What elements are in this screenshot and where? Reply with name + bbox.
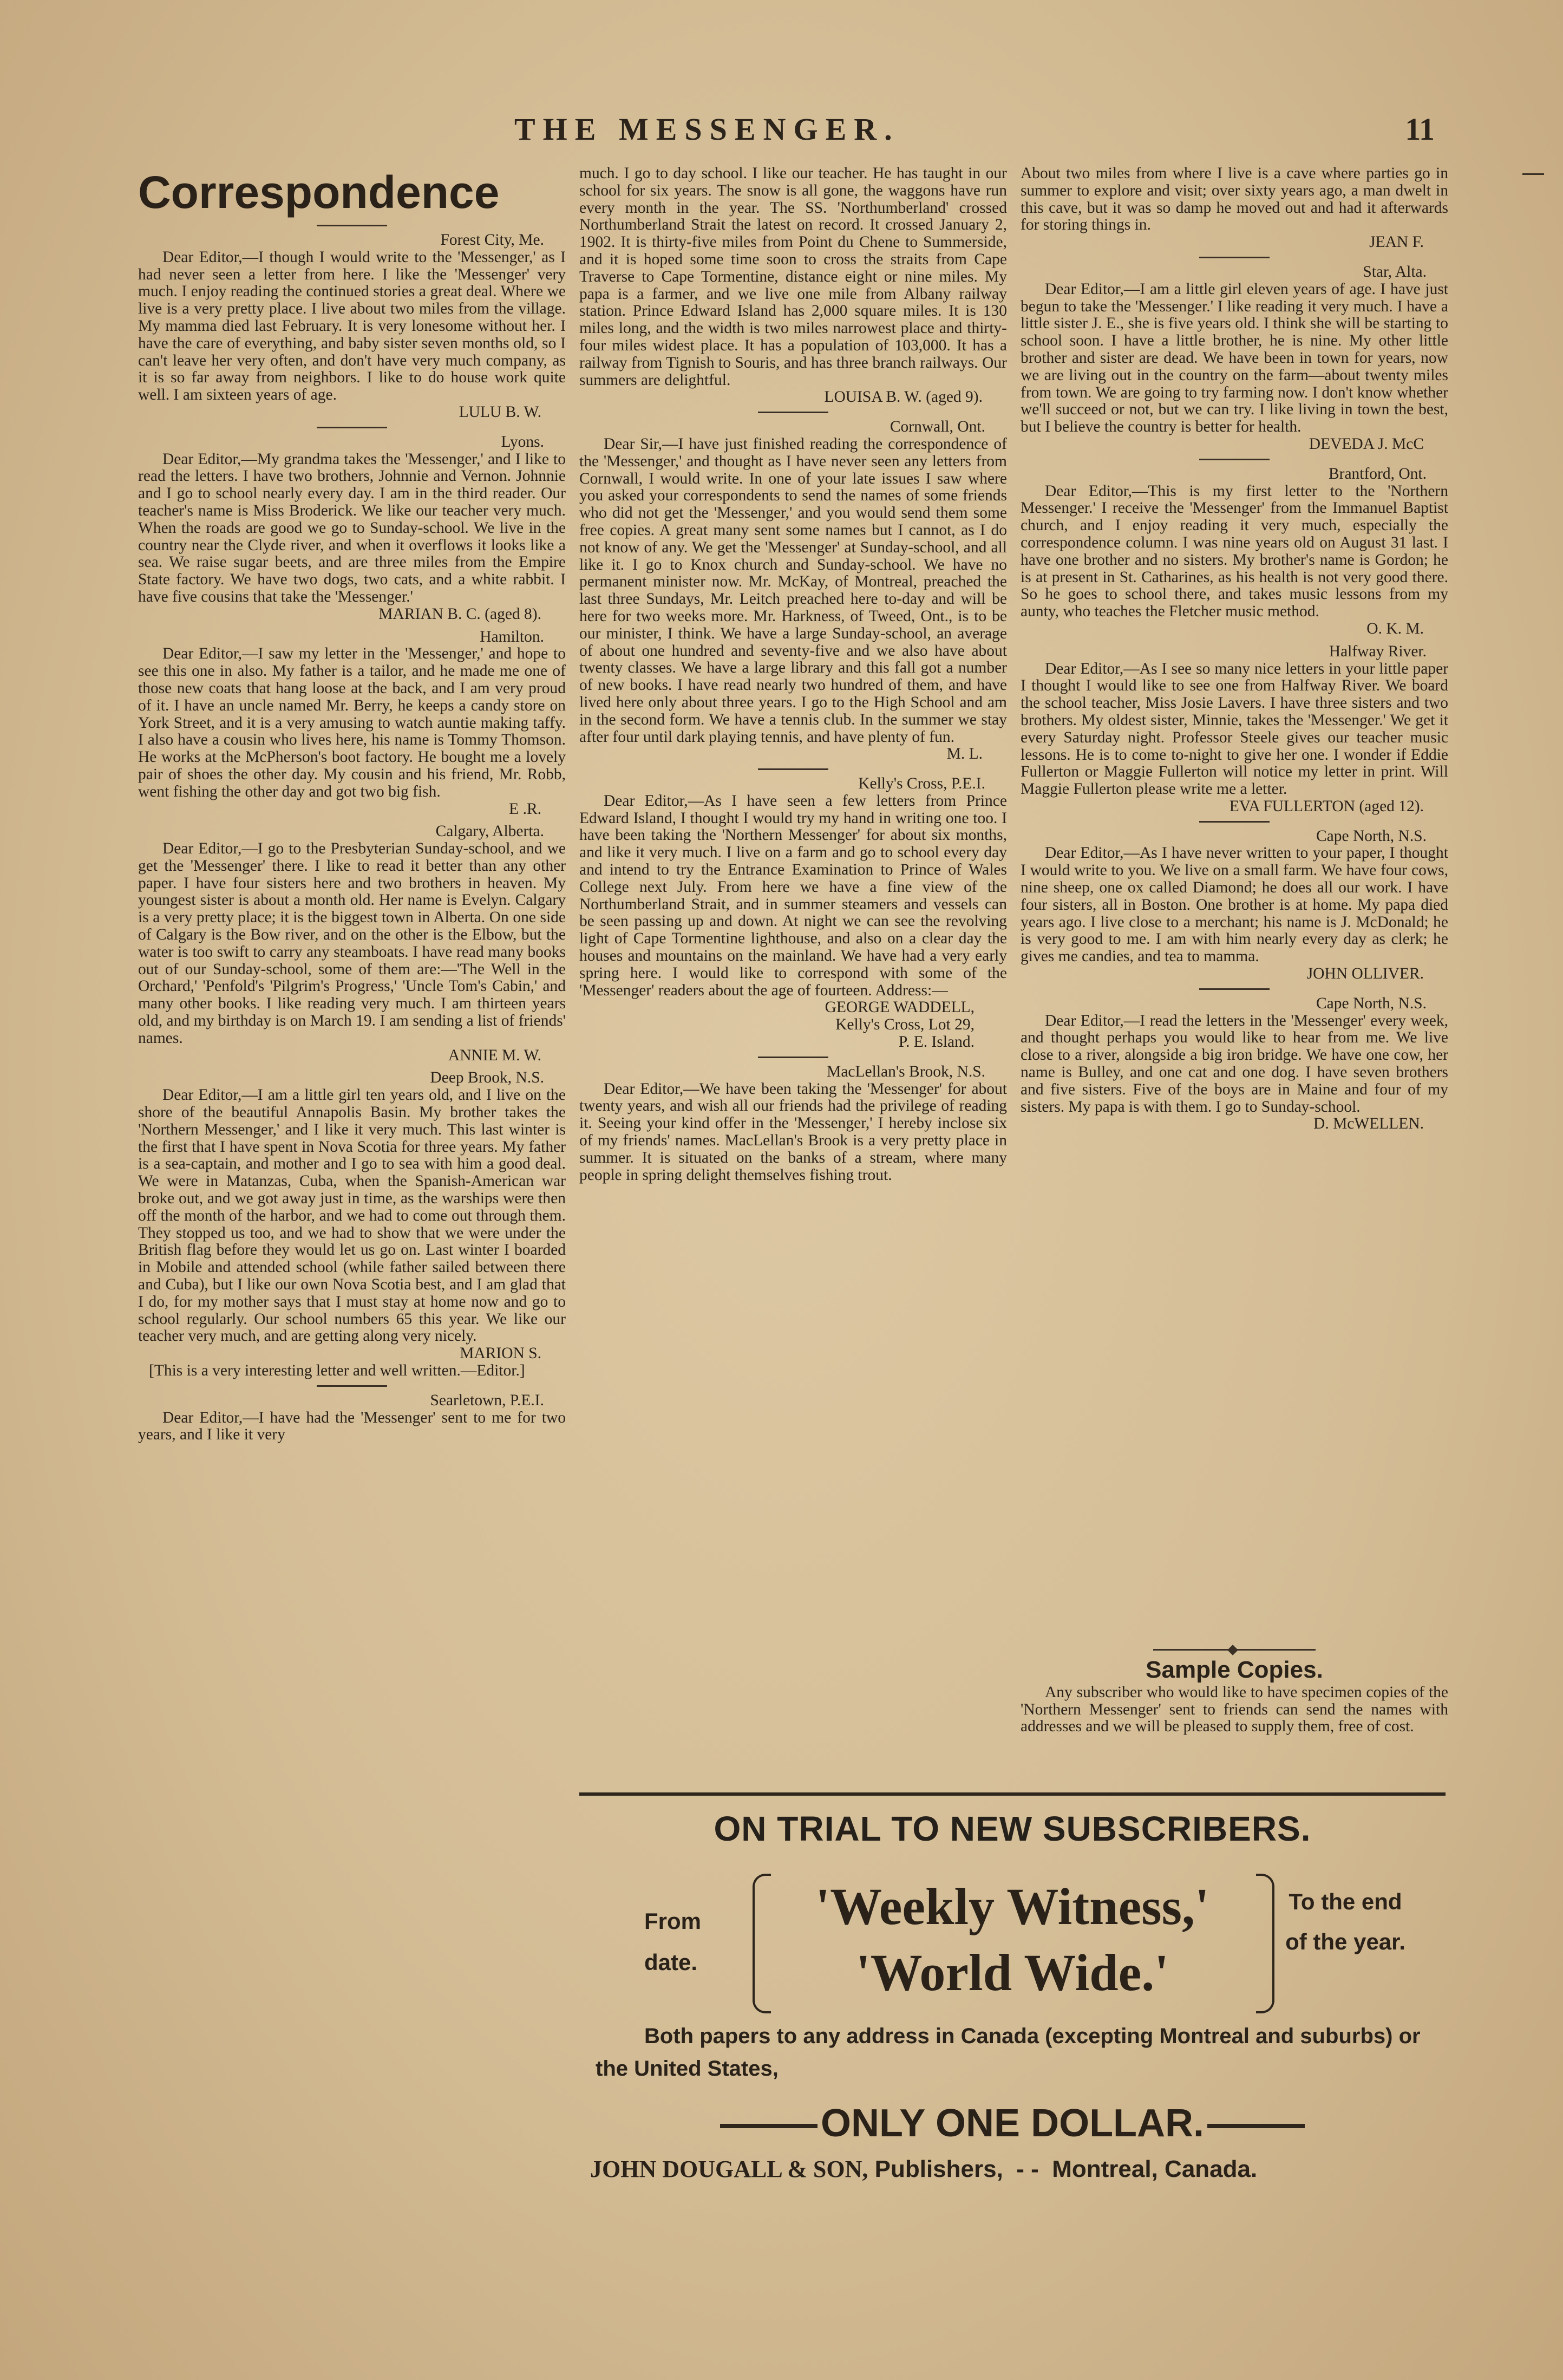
address-line: GEORGE WADDELL, <box>825 999 975 1016</box>
letter-signature: LULU B. W. <box>459 403 541 421</box>
publisher-separator: - - <box>1016 2156 1039 2182</box>
letter <box>1021 995 1448 1133</box>
publisher-location: Montreal, Canada. <box>1052 2156 1258 2182</box>
letter <box>1021 643 1448 816</box>
letter <box>1021 264 1448 453</box>
letter-place: Calgary, Alberta. <box>435 823 544 840</box>
letter-signature: LOUISA B. W. (aged 9). <box>824 388 983 406</box>
divider <box>317 225 387 226</box>
letter <box>138 1392 566 1444</box>
column-1 <box>138 165 566 2190</box>
publisher-suffix: Publishers, <box>874 2156 1003 2182</box>
divider <box>758 1057 828 1058</box>
letter-signature: O. K. M. <box>1366 620 1424 637</box>
letter-body: Dear Editor,—I am a little girl ten years old, and I live on the shore of the beautiful Annapolis Basin. My brother takes the 'Northern Messenger,' and I like it very much. This last winter is the first that I have spent in Nova Scotia for three years. My father is a sea-captain, and mother and I go to sea with him a good deal. We were in Matanzas, Cuba, when the Spanish-American war broke out, and we got away just in time, as the warships were then off the month of the harbor, and we had to come out through them. They stopped us too, and we had to show that we were under the British flag before they would let us go on. Last winter I boarded in Mobile and attended school (while father sailed between there and Cuba), but I like our own Nova Scotia best, and I am glad that I do, for my mother says that I must stay at home now and go to school regularly. Our school numbers 65 this year. We like our teacher very much, and are getting along very nicely. <box>138 1086 566 1345</box>
divider <box>1199 257 1270 258</box>
letter-place: Brantford, Ont. <box>1328 465 1427 482</box>
letter-place: Lyons. <box>501 433 544 451</box>
letter-signature: JEAN F. <box>1369 233 1424 251</box>
letter-body: Dear Editor,—As I see so many nice letters in your little paper I thought I would like to see one from Halfway River. We board the school teacher, Miss Josie Lavers. I have three sisters and two brothers. My oldest sister, Minnie, takes the 'Messenger.' We get it every Saturday night. Professor Steele gives our teacher music lessons. He is to come to-night to give her one. I wonder if Eddie Fullerton or Maggie Fullerton will notice my letter in print. Will Maggie Fullerton please write me a letter. <box>1021 660 1448 798</box>
letter-place: Forest City, Me. <box>440 231 544 249</box>
subscription-advertisement <box>579 1792 1446 2199</box>
decorative-dash <box>720 2124 818 2128</box>
ad-price: ONLY ONE DOLLAR. <box>820 2102 1205 2145</box>
bracket-left <box>753 1874 771 2013</box>
publisher-name: JOHN DOUGALL & SON, <box>590 2156 868 2182</box>
letter-body: Dear Editor,—I though I would write to the 'Messenger,' as I had never seen a letter from here. I like the 'Messenger' very much. I enjoy reading the continued stories a great deal. Where we live is a very pretty place. I live about two miles from the village. My mamma died last February. It is very lonesome without her. I have the care of everything, and baby sister seven months old, so I can't leave her very often, and don't have very much company, as it is so far away from neighbors. I like to do house work quite well. I am sixteen years of age. <box>138 248 566 404</box>
letter-body: Dear Editor,—I saw my letter in the 'Messenger,' and hope to see this one in also. My father is a tailor, and he made me one of those new coats that hang loose at the back, and I am very proud of it. I have an uncle named Mr. Berry, he keeps a candy store on York Street, and it is a very amusing to watch auntie making taffy. I also have a cousin who lives here, his name is Tommy Thomson. He works at the McPherson's boot factory. He bought me a lovely pair of shoes the other day. My cousin and his friend, Mr. Robb, went fishing the other day and got two big fish. <box>138 645 566 800</box>
editor-note: [This is a very interesting letter and well written.—Editor.] <box>149 1362 525 1379</box>
sample-copies-notice <box>1021 1649 1448 1736</box>
letter-place: Kelly's Cross, P.E.I. <box>858 775 985 793</box>
letter-place: Cape North, N.S. <box>1316 827 1427 845</box>
address-line: Kelly's Cross, Lot 29, <box>835 1016 975 1034</box>
divider <box>1199 988 1270 990</box>
letter-place: Halfway River. <box>1329 642 1427 660</box>
letter-body: Dear Editor,—I am a little girl eleven years of age. I have just begun to take the 'Messenger.' I like reading it very much. I have a little sister J. E., she is five years old. I think she will be starting to school soon. I have a little brother, he is nine. My other little brother and sister are dead. We have been in town for years, now we are living out in the country on the farm—about twenty miles from town. We are going to try farming now. I don't know whether we'll succeed or not, but we can try. I like living in town the best, but I believe the country is better for health. <box>1021 280 1448 436</box>
letter <box>138 629 566 818</box>
letter-signature: D. McWELLEN. <box>1313 1115 1424 1133</box>
letter-body: Dear Editor,—I read the letters in the 'Messenger' every week, and thought perhaps you would like to hear from me. We live close to a river, alongside a big iron bridge. We have one cow, her name is Bulley, and one cat and one dog. I have seven brothers and five sisters. Five of the boys are in Maine and four of my sisters. My papa is with them. I go to Sunday-school. <box>1021 1012 1448 1116</box>
ad-publisher-line <box>590 2155 1446 2183</box>
letter-place: MacLellan's Brook, N.S. <box>827 1062 985 1080</box>
letter-signature: MARION S. <box>460 1345 541 1362</box>
letter <box>579 775 1007 1051</box>
divider <box>1199 459 1270 460</box>
running-title: THE MESSENGER. <box>514 112 900 147</box>
letter-body: Dear Editor,—We have been taking the 'Messenger' for about twenty years, and wish all our friends had the privilege of reading it. Seeing your kind offer in the 'Messenger,' I hereby inclose six of my friends' names. MacLellan's Brook is a very pretty place in summer. It is situated on the banks of a stream, where many people in spring delight themselves fishing trout. <box>579 1080 1007 1184</box>
divider <box>758 412 828 413</box>
letter-signature: JOHN OLLIVER. <box>1306 965 1424 983</box>
ornament-divider <box>1153 1649 1316 1651</box>
section-heading: Correspondence <box>138 167 500 218</box>
letter-body: About two miles from where I live is a cave where parties go in summer to explore and visit; over sixty years ago, a man dwelt in this cave, but it was so damp he moved out and had it afterwards for storing things in. <box>1021 165 1448 234</box>
divider <box>317 427 387 428</box>
ad-to-label: To the end of the year. <box>1285 1889 1405 1954</box>
letter-body: Dear Editor,—My grandma takes the 'Messenger,' and I like to read the letters. I have two brothers, Johnnie and Vernon. Johnnie and I go to school nearly every day. I am in the third reader. Our teacher's name is Miss Broderick. We like our teacher very much. When the roads are good we go to Sunday-school. We live in the country near the Clyde river, and when it overflows it looks like a sea. We raise sugar beets, and are three miles from the Empire State factory. We have two dogs, two cats, and a white rabbit. I have five cousins that take the 'Messenger.' <box>138 450 566 605</box>
ad-paper-titles <box>774 1874 1251 2006</box>
letter-place: Cornwall, Ont. <box>890 418 985 436</box>
letter-body: Dear Editor,—I have had the 'Messenger' sent to me for two years, and I like it very <box>138 1409 566 1444</box>
letter-body: Dear Sir,—I have just finished reading the correspondence of the 'Messenger,' and thought as I have never seen any letters from Cornwall, I would write. In one of your late issues I saw where you asked your correspondents to send the names of some friends who did not get the 'Messenger,' and you would send them some free copies. A great many sent some names but I cannot, as I do not know of any. We get the 'Messenger' at Sunday-school, and all like it. I go to Knox church and Sunday-school. We have no permanent minister now. Mr. McKay, of Montreal, preached the last three Sundays, Mr. Leitch preached here to-day and will be here for two weeks more. Mr. Harkness, of Tweed, Ont., is to be our minister, I think. We have a large Sunday-school, an average of about one hundred and seventy-five and we also have about twenty classes. We have a large library and this fall got a number of new books. I have read nearly two hundred of them, and have lived here only about three years. I go to the High School and am in the second form. We have a tennis club. In the summer we stay after four until dark playing tennis, and have plenty of fun. <box>579 435 1007 746</box>
letter <box>579 165 1007 406</box>
page-number: 11 <box>1405 112 1435 147</box>
letter-place: Cape North, N.S. <box>1316 994 1427 1012</box>
sample-copies-body: Any subscriber who would like to have specimen copies of the 'Northern Messenger' sent to friends can send the names with addresses and we will be pleased to supply them, free of cost. <box>1021 1683 1448 1736</box>
page-header <box>135 111 1435 149</box>
ad-from-label: From date. <box>644 1908 701 1975</box>
margin-mark <box>1522 173 1544 175</box>
divider <box>1199 821 1270 823</box>
ad-price-line <box>579 2101 1446 2146</box>
ad-top-rule <box>579 1792 1446 1796</box>
decorative-dash <box>1207 2124 1305 2128</box>
letter <box>138 1070 566 1379</box>
letter-place: Star, Alta. <box>1363 263 1427 281</box>
ad-title-weekly-witness: 'Weekly Witness,' <box>815 1877 1209 1935</box>
letter <box>579 419 1007 763</box>
letter-place: Searletown, P.E.I. <box>430 1391 544 1409</box>
column-2 <box>579 165 1007 1616</box>
letter-body: Dear Editor,—I go to the Presbyterian Sunday-school, and we get the 'Messenger' there. I like to read it better than any other paper. I have four sisters here and two brothers in heaven. My youngest sister is about a month old. Her name is Evelyn. Calgary is a very pretty place; it is the biggest town in Alberta. On one side of Calgary is the Bow river, and on the other is the Elbow, but the water is too swift to carry any steamboats. I have read many books out of our Sunday-school, some of them are:—'The Well in the Orchard,' 'Penfold's 'Pilgrim's Progress,' 'Uncle Tom's Cabin,' and many other books. I like reading very much. I am thirteen years old, and my birthday is on March 19. I am sending a list of friends' names. <box>138 840 566 1047</box>
letter-signature: E .R. <box>509 800 541 818</box>
letter-signature: DEVEDA J. McC <box>1309 435 1424 453</box>
letter-signature: M. L. <box>946 745 983 763</box>
letter <box>1021 165 1448 251</box>
letter <box>1021 466 1448 638</box>
sample-copies-heading: Sample Copies. <box>1146 1657 1323 1683</box>
letter <box>138 232 566 421</box>
letter <box>1021 828 1448 983</box>
letter-place: Hamilton. <box>480 628 544 645</box>
letter <box>138 434 566 623</box>
letter-signature: EVA FULLERTON (aged 12). <box>1229 797 1424 815</box>
address-line: P. E. Island. <box>898 1033 975 1051</box>
bracket-right <box>1256 1874 1274 2013</box>
ad-headline: ON TRIAL TO NEW SUBSCRIBERS. <box>714 1809 1311 1848</box>
ad-title-world-wide: 'World Wide.' <box>856 1944 1169 2001</box>
letter-signature: MARIAN B. C. (aged 8). <box>378 605 541 623</box>
divider <box>758 768 828 770</box>
letter-body: Dear Editor,—As I have never written to your paper, I thought I would write to you. We live on a small farm. We have four cows, nine sheep, one ox called Diamond; he does all our work. I have four sisters, all in Boston. One brother is at home. My papa died years ago. I live close to a merchant; his name is J. McDonald; he is very good to me. I am with him nearly every day as clerk; he gives me candies, and tea to mamma. <box>1021 844 1448 966</box>
letter-place: Deep Brook, N.S. <box>430 1069 544 1087</box>
letter-body: Dear Editor,—As I have seen a few letters from Prince Edward Island, I thought I would try my hand in writing one too. I have been taking the 'Northern Messenger' for about six months, and like it very much. I live on a farm and go to school every day and intend to try the Entrance Examination to Prince of Wales College next July. From here we have a fine view of the Northumberland Strait, and in summer steamers and vessels can be seen passing up and down. At night we can see the revolving light of Cape Tormentine lighthouse, and also on a clear day the houses and mountains on the mainland. We have had a very early spring here. I would like to correspond with some of the 'Messenger' readers about the age of fourteen. Address:— <box>579 792 1007 999</box>
letter <box>138 823 566 1064</box>
column-3 <box>1021 165 1448 1801</box>
letter-signature: ANNIE M. W. <box>448 1046 541 1064</box>
ad-offer-text: Both papers to any address in Canada (excepting Montreal and suburbs) or the United States, <box>596 2024 1421 2081</box>
divider <box>317 1385 387 1387</box>
letter-body: Dear Editor,—This is my first letter to the 'Northern Messenger.' I receive the 'Messenger' from the Immanuel Baptist church, and I enjoy reading it very much, especially the correspondence column. I was nine years old on August 31 last. I have one brother and no sisters. My brother's name is Gordon; he is at present in St. Catharines, as his health is not very good there. So he goes to school there, and takes music lessons from my aunty, who teaches the Fletcher music method. <box>1021 482 1448 621</box>
letter-body: much. I go to day school. I like our teacher. He has taught in our school for six years. The snow is all gone, the waggons have run every month in the year. The SS. 'Northumberland' crossed Northumberland Strait the latest on record. It crossed January 2, 1902. It is thirty-five miles from Point du Chene to Summerside, and it is hoped some time soon to cross the straits from Cape Traverse to Cape Tormentine, distance eight or nine miles. My papa is a farmer, and we live one mile from Albany railway station. Prince Edward Island has 2,000 square miles. It is 130 miles long, and the width is two miles narrowest place and thirty-four miles widest place. It has a population of 103,000. It has a railway from Tignish to Souris, and has three branch railways. Our summers are delightful. <box>579 165 1007 389</box>
letter <box>579 1064 1007 1184</box>
